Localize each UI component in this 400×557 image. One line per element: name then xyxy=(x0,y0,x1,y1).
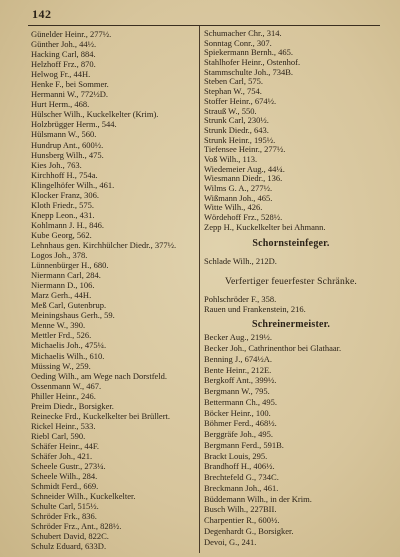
directory-entry: Schubert David, 822C. xyxy=(31,531,109,542)
directory-entry: Bergkoff Ant., 399½. xyxy=(204,375,277,386)
directory-entry: Bente Heinr., 212E. xyxy=(204,364,272,375)
directory-entry: Voß Wilh., 113. xyxy=(204,154,258,164)
directory-entry: Scheele Gustr., 273¼. xyxy=(31,461,106,472)
directory-entry: Benning J., 674½A. xyxy=(204,353,272,364)
directory-entry: Becker Joh., Cathrinenthor bei Glathaar. xyxy=(204,343,342,354)
directory-entry: Preim Diedr., Borsigker. xyxy=(31,400,114,411)
directory-entry: Helwog Fr., 44H. xyxy=(31,69,91,80)
directory-entry: Stahlhofer Heinr., Ostenhof. xyxy=(204,58,301,68)
directory-entry: Günelder Heinr., 277½. xyxy=(31,29,112,39)
section-heading-chimney-sweeps: Schornsteinfeger. xyxy=(252,238,330,250)
directory-entry: Böhmer Ferd., 468½. xyxy=(204,418,277,429)
directory-entry: Lehnhaus gen. Kirchhülcher Diedr., 377½. xyxy=(31,239,177,250)
directory-entry: Reinecke Frd., Kuckelkelter bei Brüllert. xyxy=(31,410,171,421)
directory-entry: Marz Gerh., 44H. xyxy=(31,290,92,301)
directory-entry: Hülscher Wilh., Kuckelkelter (Krim). xyxy=(31,109,159,120)
directory-entry: Meiningshaus Gerh., 59. xyxy=(31,310,115,321)
directory-entry: Hundrup Ant., 600½. xyxy=(31,139,104,150)
directory-entry: Wilms G. A., 277½. xyxy=(204,184,273,193)
directory-entry: Schlade Wilh., 212D. xyxy=(204,256,277,267)
directory-list xyxy=(204,294,378,314)
directory-entry: Stoffer Heinr., 674½. xyxy=(204,96,277,106)
directory-entry: Oeding Wilh., am Wege nach Dorstfeld. xyxy=(31,370,168,381)
directory-entry: Holzbrügger Herm., 544. xyxy=(31,119,117,130)
directory-list xyxy=(204,332,378,547)
directory-entry: Meß Carl, Gutenbrup. xyxy=(31,300,107,311)
directory-entry: Hacking Carl, 884. xyxy=(31,49,96,60)
directory-entry: Böcker Heinr., 100. xyxy=(204,407,271,418)
directory-entry: Steben Carl, 575. xyxy=(204,77,264,87)
directory-entry: Strauß W., 550. xyxy=(204,106,257,116)
directory-entry: Schmidt Ferd., 669. xyxy=(31,481,99,492)
directory-entry: Hermanni W., 772½D. xyxy=(31,89,108,100)
directory-entry: Scheele Wilh., 284. xyxy=(31,471,98,482)
directory-entry: Degenhardt G., Borsigker. xyxy=(204,525,294,536)
section-heading-master-carpenters: Schreinermeister. xyxy=(251,319,331,331)
directory-entry: Schulz Eduard, 633D. xyxy=(31,541,107,552)
directory-entry: Berggräfe Joh., 495. xyxy=(204,429,274,440)
directory-entry: Kube Georg, 562. xyxy=(31,229,92,240)
directory-entry: Kloth Friedr., 575. xyxy=(31,199,95,210)
directory-entry: Schäfer Joh., 421. xyxy=(31,450,93,461)
directory-entry: Kies Joh., 763. xyxy=(31,159,82,170)
directory-entry: Brackt Louis, 295. xyxy=(204,450,268,461)
directory-entry: Stammschulte Joh., 734B. xyxy=(204,67,294,77)
directory-entry: Brechtefeld G., 734C. xyxy=(204,472,279,483)
directory-entry: Witte Wilh., 426. xyxy=(204,203,263,213)
directory-entry: Philler Heinr., 246. xyxy=(31,390,96,401)
directory-entry: Michaelis Joh., 475¼. xyxy=(31,340,107,351)
directory-entry: Schumacher Chr., 314. xyxy=(204,29,282,38)
directory-entry: Henke F., bei Sommer. xyxy=(31,79,109,90)
directory-list xyxy=(204,256,378,266)
directory-entry: Menne W., 390. xyxy=(31,320,86,331)
directory-entry: Klocker Franz, 306. xyxy=(31,189,99,200)
directory-entry: Devoi, G., 241. xyxy=(204,536,257,547)
directory-entry: Zepp H., Kuckelkelter bei Ahmann. xyxy=(204,222,326,232)
directory-entry: Rauen und Frankenstein, 216. xyxy=(204,304,306,315)
directory-entry: Schröder Frk., 836. xyxy=(31,511,97,522)
header-rule xyxy=(28,25,380,26)
directory-entry: Strunk Heinr., 195½. xyxy=(204,135,276,145)
directory-entry: Klingelhöfer Wilh., 461. xyxy=(31,179,115,190)
directory-entry: Hurt Herm., 468. xyxy=(31,99,90,110)
directory-entry: Müssing W., 259. xyxy=(31,360,91,371)
directory-entry: Lünnenbürger H., 680. xyxy=(31,260,109,271)
directory-entry: Kirchhoff H., 754a. xyxy=(31,169,98,180)
column-divider xyxy=(199,26,200,553)
directory-entry: Bettermann Ch., 495. xyxy=(204,396,277,407)
directory-entry: Michaelis Wilh., 610. xyxy=(31,350,105,361)
directory-entry: Busch Wilh., 227BII. xyxy=(204,504,277,515)
directory-entry: Schulte Carl, 515½. xyxy=(31,501,99,512)
directory-entry: Charpentier R., 600½. xyxy=(204,515,280,526)
directory-entry: Schneider Wilh., Kuckelkelter. xyxy=(31,491,136,502)
directory-entry: Brandhoff H., 406½. xyxy=(204,461,275,472)
directory-entry: Becker Aug., 219½. xyxy=(204,332,272,343)
left-column xyxy=(31,29,196,553)
directory-entry: Spiekermann Bernh., 465. xyxy=(204,48,293,58)
directory-entry: Wiesmann Diedr., 136. xyxy=(204,174,283,184)
directory-entry: Kohlmann J. H., 846. xyxy=(31,219,104,230)
directory-entry: Wißmann Joh., 465. xyxy=(204,193,273,203)
directory-entry: Rickel Heinr., 533. xyxy=(31,420,96,431)
directory-entry: Sonntag Conr., 307. xyxy=(204,38,272,48)
directory-entry: Pohlschröder F., 358. xyxy=(204,294,277,305)
directory-entry: Strunk Diedr., 643. xyxy=(204,125,269,135)
directory-entry: Helzhoff Frz., 870. xyxy=(31,59,96,70)
directory-entry: Günther Joh., 44½. xyxy=(31,39,97,50)
directory-entry: Büddemann Wilh., in der Krim. xyxy=(204,493,312,504)
directory-entry: Bergmann Ferd., 591B. xyxy=(204,439,284,450)
right-column xyxy=(204,29,378,555)
directory-entry: Schäfer Heinr., 44F. xyxy=(31,440,100,451)
directory-entry: Hülsmann W., 560. xyxy=(31,129,97,140)
directory-entry: Mettler Frd., 526. xyxy=(31,330,92,341)
directory-list xyxy=(204,29,378,232)
directory-entry: Riebl Carl, 590. xyxy=(31,430,86,441)
directory-entry: Niermann D., 106. xyxy=(31,280,95,291)
directory-entry: Niermann Carl, 284. xyxy=(31,270,101,281)
directory-entry: Knepp Leon., 431. xyxy=(31,209,95,220)
directory-entry: Wiedemeier Aug., 44¼. xyxy=(204,164,285,174)
directory-entry: Hunsberg Wilh., 475. xyxy=(31,149,104,160)
directory-entry: Logos Joh., 378. xyxy=(31,250,88,261)
directory-entry: Bergmann W., 795. xyxy=(204,386,270,397)
section-heading-safe-makers: Verfertiger feuerfester Schränke. xyxy=(224,276,358,288)
directory-entry: Breckmann Joh., 461. xyxy=(204,482,279,493)
directory-entry: Stephan W., 754. xyxy=(204,87,262,97)
directory-entry: Schröder Frz., Ant., 828½. xyxy=(31,521,122,532)
directory-list xyxy=(31,29,196,551)
page-number: 142 xyxy=(32,7,52,21)
directory-entry: Wördehoff Frz., 528½. xyxy=(204,213,283,223)
directory-entry: Tiefensee Heinr., 277½. xyxy=(204,145,286,155)
directory-entry: Ossenmann W., 467. xyxy=(31,380,102,391)
directory-entry: Strunk Carl, 230½. xyxy=(204,116,269,126)
